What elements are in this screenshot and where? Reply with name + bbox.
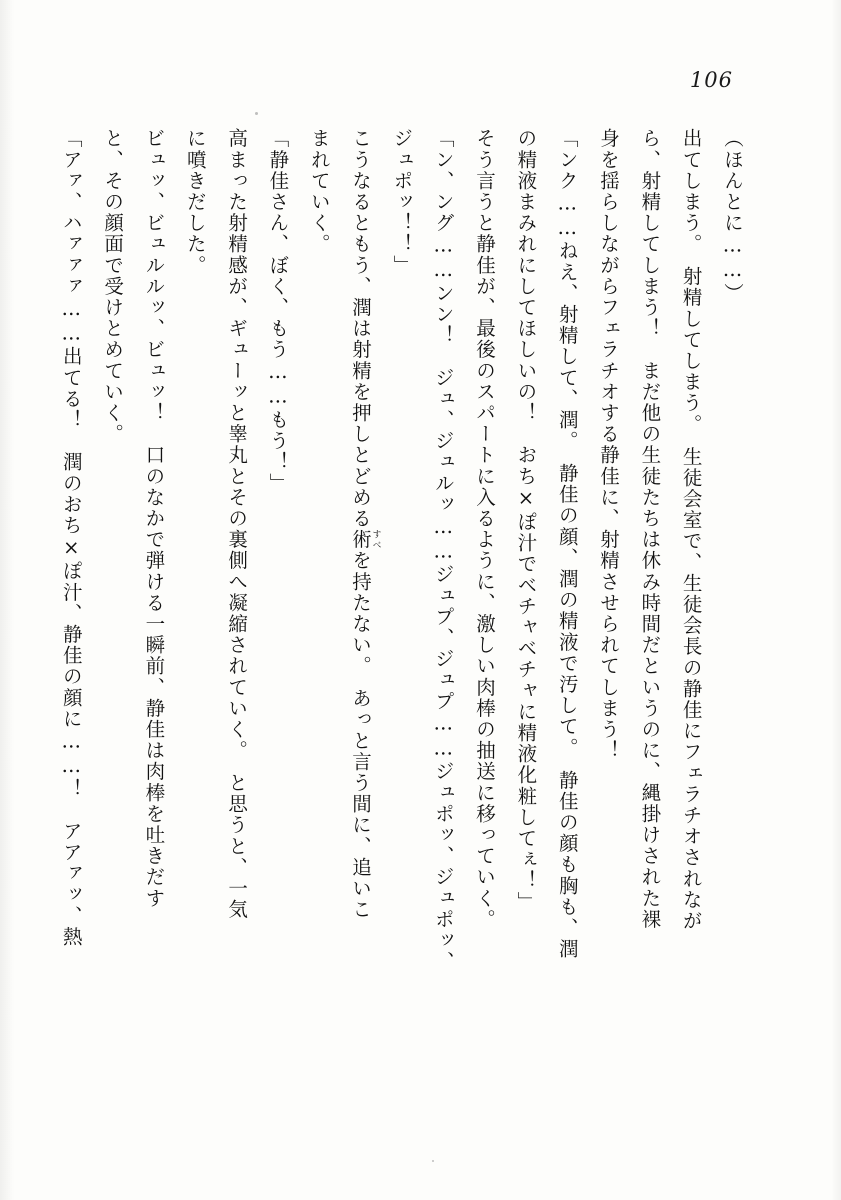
- paragraph: 「アァ、ハァァァ……出てる！ 潤のおち×ぽ汁、静佳の顔に……！ アアァッ、熱: [59, 128, 83, 948]
- paragraph: 「静佳さん、ぼく、もう……もう！」: [266, 128, 290, 494]
- paragraph: ら、射精してしまう！ まだ他の生徒たちは休み時間だというのに、縄掛けされた裸: [638, 128, 662, 930]
- paragraph: ジュポッ！！」: [390, 128, 414, 276]
- paragraph: に噴きだした。: [183, 128, 207, 276]
- paragraph-with-ruby: [340, 128, 381, 1088]
- body-text: [59, 128, 753, 1088]
- scan-speck: [432, 1160, 434, 1162]
- paragraph: 「ン、ング……ンン！ ジュ、ジュルッ……ジュプ、ジュプ……ジュポッ、ジュポッ、: [431, 128, 455, 972]
- paragraph: 「ンク……ねえ、射精して、潤。 静佳の顔、潤の精液で汚して。 静佳の顔も胸も、潤: [555, 128, 579, 960]
- paragraph: 高まった射精感が、ギューッと睾丸とその裏側へ凝縮されていく。 と思うと、一気: [225, 128, 249, 921]
- paragraph: （ほんとに……）: [721, 128, 744, 304]
- paragraph: ビュッ、ビュルルッ、ビュッ！ 口のなかで弾ける一瞬前、静佳は肉棒を吐きだす: [142, 128, 166, 909]
- ruby-annotation: 術すべ: [349, 528, 381, 551]
- paragraph: と、その顔面で受けとめていく。: [101, 128, 125, 445]
- page-number: 106: [689, 68, 733, 92]
- paragraph: の精液まみれにしてほしいの！ おち×ぽ汁でベチャベチャに精液化粧してぇ！」: [514, 128, 538, 913]
- paragraph: 身を揺らしながらフェラチオする静佳に、射精させられてしまう！: [597, 128, 621, 761]
- scan-speck: [255, 112, 258, 115]
- paragraph: そう言うと静佳が、最後のスパートに入るように、激しい肉棒の抽送に移っていく。: [473, 128, 497, 930]
- paragraph-text: こうなるともう、潤は射精を押しとどめる術すべを持たない。 あっと言う間に、追いこ: [349, 128, 381, 921]
- paragraph: 出てしまう。 射精してしまう。 生徒会室で、生徒会長の静佳にフェラチオされなが: [679, 128, 703, 932]
- paragraph: まれていく。: [307, 128, 331, 255]
